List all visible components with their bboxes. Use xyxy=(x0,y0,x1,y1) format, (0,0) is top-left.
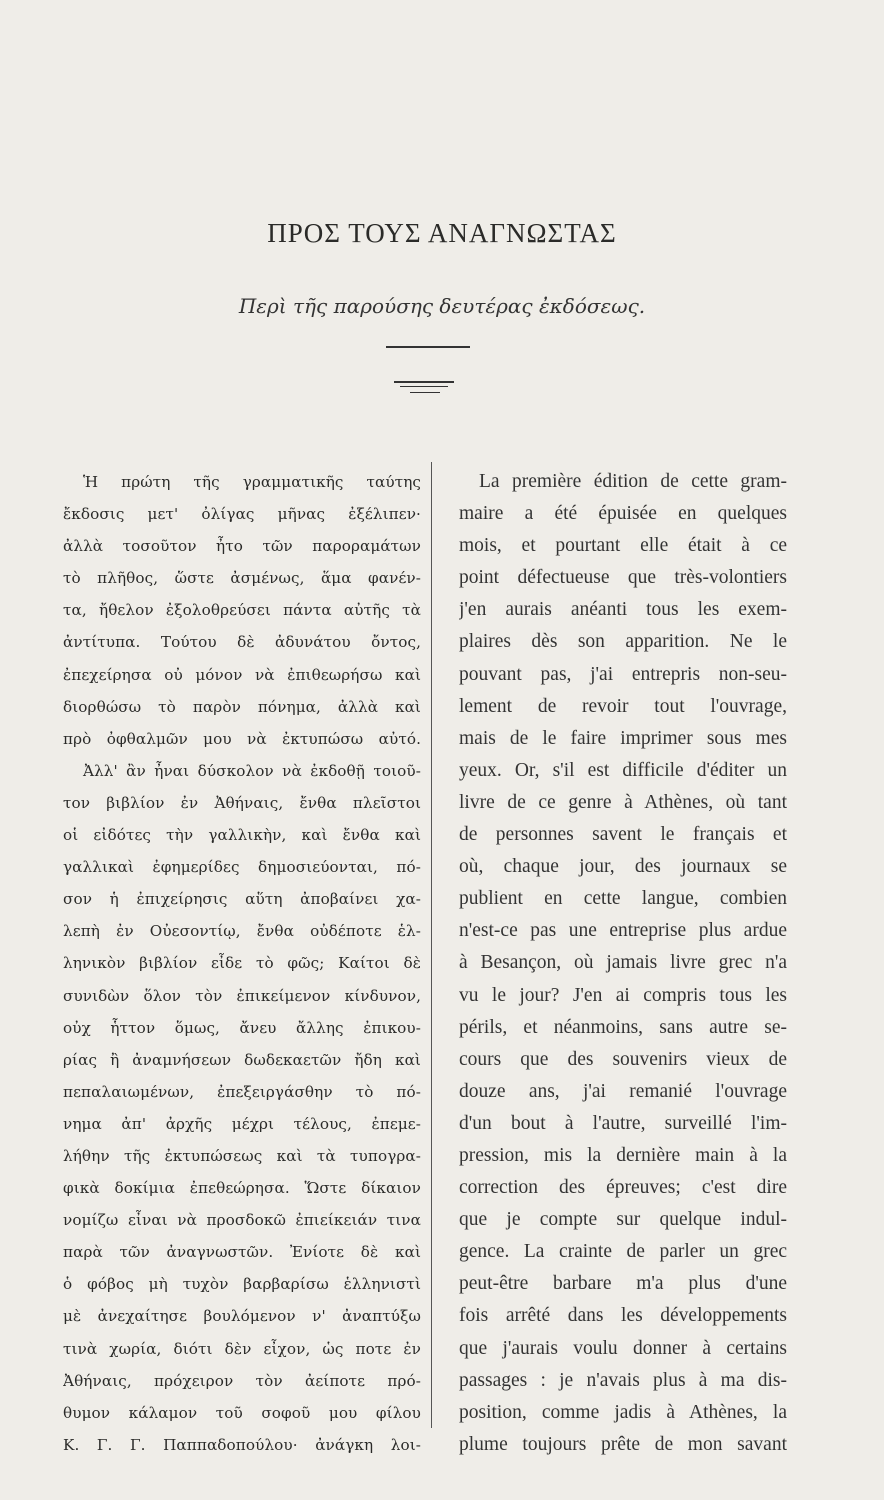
greek-text-line: θυμον κάλαμον τοῦ σοφοῦ μου φίλου xyxy=(63,1403,421,1422)
title-rule xyxy=(386,346,470,348)
french-text-line: mois, et pourtant elle était à ce xyxy=(459,535,787,557)
ornament-rule xyxy=(400,386,448,387)
greek-text-line: φικὰ δοκίμια ἐπεθεώρησα. Ὥστε δίκαιον xyxy=(63,1179,421,1198)
greek-text-line: πρὸ ὀφθαλμῶν μου νὰ ἐκτυπώσω αὐτό. xyxy=(63,729,421,748)
french-text-line: d'un bout à l'autre, surveillé l'im- xyxy=(459,1112,787,1134)
greek-text-line: παρὰ τῶν ἀναγνωστῶν. Ἐνίοτε δὲ καὶ xyxy=(63,1243,421,1262)
greek-text-line: τα, ἤθελον ἐξολοθρεύσει πάντα αὐτῆς τὰ xyxy=(63,601,421,620)
greek-text-line: ἐπεχείρησα οὐ μόνον νὰ ἐπιθεωρήσω καὶ xyxy=(63,665,421,684)
french-text-line: pression, mis la dernière main à la xyxy=(459,1144,787,1166)
greek-text-line: ἀντίτυπα. Τούτου δὲ ἀδυνάτου ὄντος, xyxy=(63,633,421,652)
french-text-line: de personnes savent le français et xyxy=(459,824,787,846)
french-text-line: point défectueuse que très-volontiers xyxy=(459,567,787,589)
greek-text-line: ἀλλὰ τοσοῦτον ἦτο τῶν παροραμάτων xyxy=(63,537,421,556)
greek-text-line: τον βιβλίον ἐν Ἀθήναις, ἔνθα πλεῖστοι xyxy=(63,793,421,812)
greek-text-line: Κ. Γ. Γ. Παππαδοπούλου· ἀνάγκη λοι- xyxy=(63,1435,421,1454)
greek-text-line: Ἡ πρώτη τῆς γραμματικῆς ταύτης xyxy=(83,473,421,491)
french-text-line: où, chaque jour, des journaux se xyxy=(459,856,787,878)
greek-text-line: λήθην τῆς ἐκτυπώσεως καὶ τὰ τυπογρα- xyxy=(63,1146,421,1165)
greek-text-line: Ἀλλ' ἂν ἦναι δύσκολον νὰ ἐκδοθῇ τοιοῦ- xyxy=(83,761,421,780)
greek-text-line: ληνικὸν βιβλίον εἶδε τὸ φῶς; Καίτοι δὲ xyxy=(63,954,421,973)
french-text-line: cours que des souvenirs vieux de xyxy=(459,1048,787,1070)
french-text-line: pouvant pas, j'ai entrepris non-seu- xyxy=(459,663,787,685)
greek-text-line: οἱ εἰδότες τὴν γαλλικὴν, καὶ ἔνθα καὶ xyxy=(63,826,421,845)
ornament-rule xyxy=(394,381,454,383)
greek-text-line: Ἀθήναις, πρόχειρον τὸν ἀείποτε πρό- xyxy=(63,1371,421,1390)
greek-text-line: ὁ φόβος μὴ τυχὸν βαρβαρίσω ἑλληνιστὶ xyxy=(63,1275,421,1294)
greek-text-line: οὐχ ἧττον ὅμως, ἄνευ ἄλλης ἐπικου- xyxy=(63,1018,421,1037)
french-text-line: livre de ce genre à Athènes, où tant xyxy=(459,791,787,813)
greek-text-line: σον ἡ ἐπιχείρησις αὕτη ἀποβαίνει χα- xyxy=(63,890,421,909)
french-text-line: mais de le faire imprimer sous mes xyxy=(459,727,787,749)
page-title: ΠΡΟΣ ΤΟΥΣ ΑΝΑΓΝΩΣΤΑΣ xyxy=(267,218,617,248)
french-text-line: gence. La crainte de parler un grec xyxy=(459,1241,787,1263)
greek-text-line: μὲ ἀνεχαίτησε βουλόμενον ν' ἀναπτύξω xyxy=(63,1307,421,1326)
greek-text-line: πεπαλαιωμένων, ἐπεξειργάσθην τὸ πό- xyxy=(63,1082,421,1101)
greek-text-line: ἔκδοσις μετ' ὀλίγας μῆνας ἐξέλιπεν· xyxy=(63,505,421,524)
ornament-rule xyxy=(410,392,440,393)
french-text-line: plaires dès son apparition. Ne le xyxy=(459,631,787,653)
greek-text-line: τὸ πλῆθος, ὥστε ἀσμένως, ἅμα φανέν- xyxy=(63,569,421,588)
french-text-line: que je compte sur quelque indul- xyxy=(459,1209,787,1231)
french-text-line: fois arrêté dans les développements xyxy=(459,1305,787,1327)
french-text-line: vu le jour? J'en ai compris tous les xyxy=(459,984,787,1006)
greek-text-line: διορθώσω τὸ παρὸν πόνημα, ἀλλὰ καὶ xyxy=(63,697,421,716)
french-text-line: douze ans, j'ai remanié l'ouvrage xyxy=(459,1080,787,1102)
french-text-line: plume toujours prête de mon savant xyxy=(459,1433,787,1455)
french-text-line: lement de revoir tout l'ouvrage, xyxy=(459,695,787,717)
french-text-line: j'en aurais anéanti tous les exem- xyxy=(459,599,787,621)
french-text-line: que j'aurais voulu donner à certains xyxy=(459,1337,787,1359)
french-text-line: yeux. Or, s'il est difficile d'éditer un xyxy=(459,759,787,781)
french-text-line: La première édition de cette gram- xyxy=(479,471,787,492)
greek-text-line: γαλλικαὶ ἐφημερίδες δημοσιεύονται, πό- xyxy=(63,858,421,877)
greek-text-line: τινὰ χωρία, διότι δὲν εἶχον, ὡς ποτε ἐν xyxy=(63,1339,421,1358)
french-text-line: passages : je n'avais plus à ma dis- xyxy=(459,1369,787,1391)
french-text-line: à Besançon, où jamais livre grec n'a xyxy=(459,952,787,974)
greek-text-line: λεπὴ ἐν Οὐεσοντίῳ, ἔνθα οὐδέποτε ἑλ- xyxy=(63,922,421,941)
french-text-line: publient en cette langue, combien xyxy=(459,888,787,910)
french-text-line: maire a été épuisée en quelques xyxy=(459,503,787,525)
french-text-line: peut-être barbare m'a plus d'une xyxy=(459,1273,787,1295)
french-text-line: périls, et néanmoins, sans autre se- xyxy=(459,1016,787,1038)
french-text-line: position, comme jadis à Athènes, la xyxy=(459,1401,787,1423)
french-text-column xyxy=(459,466,787,1461)
greek-text-column xyxy=(63,466,421,1461)
greek-text-line: ρίας ἢ ἀναμνήσεων δωδεκαετῶν ἤδη καὶ xyxy=(63,1050,421,1069)
greek-text-line: νομίζω εἶναι νὰ προσδοκῶ ἐπιείκειάν τινα xyxy=(63,1211,421,1230)
french-text-line: n'est-ce pas une entreprise plus ardue xyxy=(459,920,787,942)
greek-text-line: νημα ἀπ' ἀρχῆς μέχρι τέλους, ἐπεμε- xyxy=(63,1114,421,1133)
greek-text-line: συνιδὼν ὅλον τὸν ἐπικείμενον κίνδυνον, xyxy=(63,986,421,1005)
page-subtitle: Περὶ τῆς παρούσης δευτέρας ἐκδόσεως. xyxy=(238,294,646,318)
french-text-line: correction des épreuves; c'est dire xyxy=(459,1177,787,1199)
column-divider xyxy=(431,462,432,1428)
